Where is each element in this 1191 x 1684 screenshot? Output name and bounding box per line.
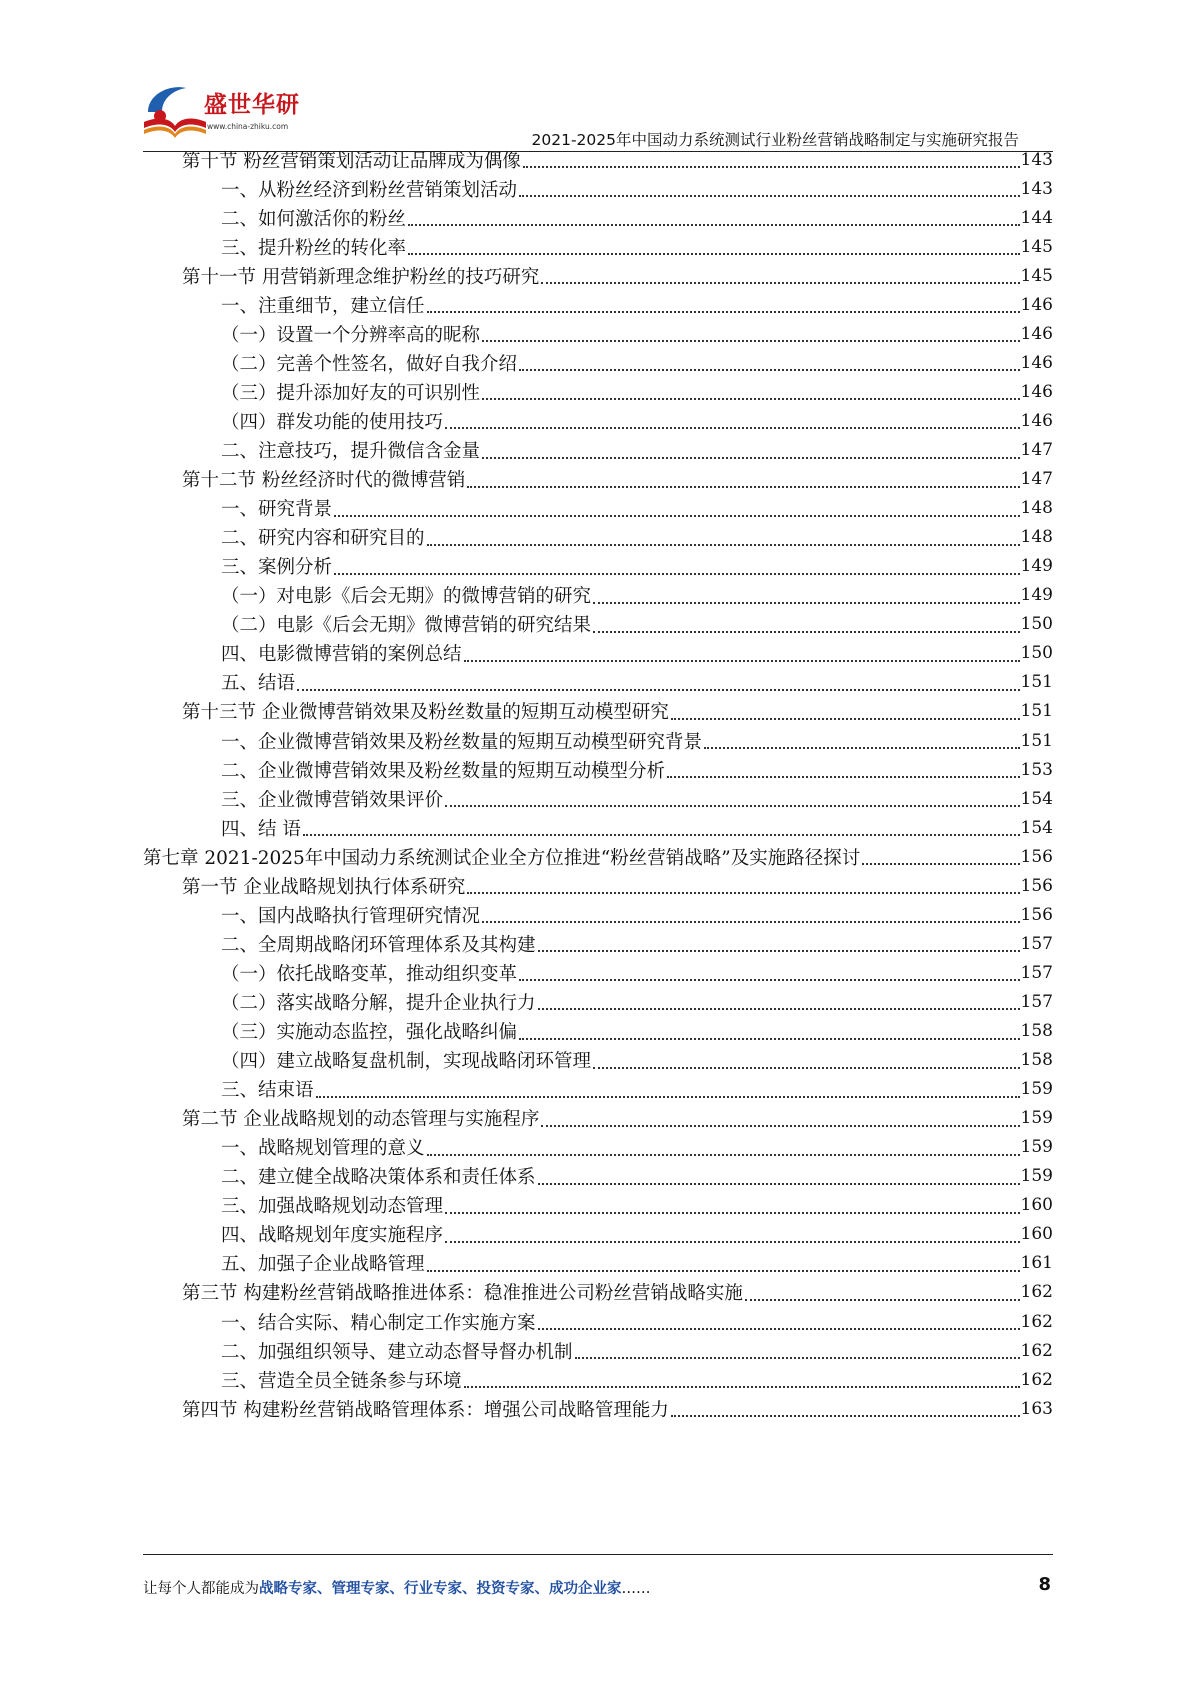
- toc-leader-dots: [862, 862, 1019, 865]
- toc-entry-title: 一、企业微博营销效果及粉丝数量的短期互动模型研究背景: [221, 731, 703, 753]
- toc-entry-page: 159: [1020, 1137, 1053, 1158]
- toc-entry-title: 三、案例分析: [221, 557, 333, 579]
- toc-leader-dots: [303, 833, 1020, 836]
- toc-entry[interactable]: [182, 464, 1053, 495]
- toc-entry-title: 五、加强子企业战略管理: [221, 1254, 425, 1276]
- toc-leader-dots: [427, 1269, 1020, 1272]
- toc-entry-page: 157: [1020, 991, 1053, 1012]
- toc-leader-dots: [671, 717, 1020, 720]
- toc-entry-page: 163: [1020, 1398, 1053, 1419]
- toc-entry-title: 第十节 粉丝营销策划活动让品牌成为偶像: [182, 150, 521, 172]
- toc-leader-dots: [519, 368, 1020, 371]
- toc-entry-title: （一）对电影《后会无期》的微博营销的研究: [221, 586, 592, 608]
- toc-entry-title: 二、研究内容和研究目的: [221, 528, 425, 550]
- toc-entry-title: 第三节 构建粉丝营销战略推进体系：稳准推进公司粉丝营销战略实施: [182, 1283, 743, 1305]
- toc-leader-dots: [334, 572, 1020, 575]
- toc-entry-title: 一、国内战略执行管理研究情况: [221, 905, 481, 927]
- toc-entry-title: 四、战略规划年度实施程序: [221, 1225, 444, 1247]
- toc-entry[interactable]: [221, 1045, 1053, 1076]
- toc-leader-dots: [523, 165, 1020, 168]
- toc-leader-dots: [745, 1298, 1020, 1301]
- toc-entry-title: 四、电影微博营销的案例总结: [221, 644, 462, 666]
- toc-leader-dots: [427, 310, 1020, 313]
- toc-entry-page: 151: [1020, 672, 1053, 693]
- toc-entry-title: 一、结合实际、精心制定工作实施方案: [221, 1312, 536, 1334]
- toc-entry-title: （一）依托战略变革，推动组织变革: [221, 963, 518, 985]
- toc-entry-page: 146: [1020, 410, 1053, 431]
- toc-entry[interactable]: [221, 1219, 1053, 1250]
- toc-leader-dots: [538, 1182, 1020, 1185]
- toc-entry-page: 149: [1020, 556, 1053, 577]
- logo-text: 盛世华研: [204, 92, 300, 118]
- toc-leader-dots: [467, 485, 1019, 488]
- toc-leader-dots: [467, 891, 1019, 894]
- toc-entry[interactable]: [182, 1277, 1053, 1308]
- toc-leader-dots: [519, 1037, 1020, 1040]
- toc-entry-page: 162: [1020, 1311, 1053, 1332]
- toc-entry-title: 三、提升粉丝的转化率: [221, 237, 407, 259]
- toc-entry[interactable]: [221, 202, 1053, 233]
- toc-entry-page: 151: [1020, 701, 1053, 722]
- toc-entry-title: （一）设置一个分辨率高的昵称: [221, 324, 481, 346]
- toc-leader-dots: [408, 252, 1020, 255]
- toc-entry-title: 第四节 构建粉丝营销战略管理体系：增强公司战略管理能力: [182, 1399, 669, 1421]
- toc-entry-page: 149: [1020, 585, 1053, 606]
- toc-leader-dots: [464, 659, 1020, 662]
- toc-entry[interactable]: [182, 1103, 1053, 1134]
- toc-leader-dots: [427, 1153, 1020, 1156]
- toc-entry[interactable]: [221, 899, 1053, 930]
- toc-leader-dots: [519, 194, 1020, 197]
- toc-entry[interactable]: [221, 580, 1053, 611]
- toc-entry-title: （二）完善个性签名，做好自我介绍: [221, 353, 518, 375]
- toc-entry-page: 161: [1020, 1253, 1053, 1274]
- toc-leader-dots: [482, 920, 1020, 923]
- toc-entry-title: 第十一节 用营销新理念维护粉丝的技巧研究: [182, 266, 540, 288]
- toc-leader-dots: [538, 1007, 1020, 1010]
- toc-entry-page: 153: [1020, 759, 1053, 780]
- toc-entry[interactable]: [221, 318, 1053, 349]
- toc-entry[interactable]: [221, 957, 1053, 988]
- toc-entry-page: 156: [1020, 875, 1053, 896]
- page-number: 8: [1038, 1574, 1051, 1595]
- logo-book-icon: [140, 82, 210, 144]
- toc-entry[interactable]: [221, 1248, 1053, 1279]
- toc-leader-dots: [482, 339, 1020, 342]
- toc-entry[interactable]: [221, 435, 1053, 466]
- toc-entry-title: 二、企业微博营销效果及粉丝数量的短期互动模型分析: [221, 760, 666, 782]
- toc-entry-page: 148: [1020, 498, 1053, 519]
- toc-entry-page: 150: [1020, 643, 1053, 664]
- toc-entry-title: 一、从粉丝经济到粉丝营销策划活动: [221, 179, 518, 201]
- toc-entry-page: 154: [1020, 788, 1053, 809]
- toc-entry-page: 145: [1020, 265, 1053, 286]
- toc-entry-page: 150: [1020, 614, 1053, 635]
- toc-entry-title: 一、战略规划管理的意义: [221, 1138, 425, 1160]
- toc-entry-title: 二、建立健全战略决策体系和责任体系: [221, 1167, 536, 1189]
- report-title: 2021-2025年中国动力系统测试行业粉丝营销战略制定与实施研究报告: [531, 131, 1019, 149]
- toc-entry-page: 156: [1020, 846, 1053, 867]
- toc-entry[interactable]: [182, 696, 1053, 727]
- toc-leader-dots: [575, 1356, 1020, 1359]
- toc-entry-title: 二、加强组织领导、建立动态督导督办机制: [221, 1341, 573, 1363]
- toc-leader-dots: [671, 1414, 1020, 1417]
- toc-entry-page: 144: [1020, 207, 1053, 228]
- toc-leader-dots: [593, 630, 1020, 633]
- toc-leader-dots: [482, 456, 1020, 459]
- toc-leader-dots: [519, 978, 1020, 981]
- toc-leader-dots: [593, 1066, 1020, 1069]
- toc-entry-page: 158: [1020, 1021, 1053, 1041]
- toc-entry-page: 159: [1020, 1079, 1053, 1100]
- toc-entry-title: （二）电影《后会无期》微博营销的研究结果: [221, 615, 592, 637]
- toc-entry-title: 第一节 企业战略规划执行体系研究: [182, 876, 466, 898]
- toc-leader-dots: [667, 775, 1020, 778]
- toc-entry[interactable]: [221, 1335, 1053, 1366]
- toc-entry[interactable]: [221, 609, 1053, 640]
- slogan-suffix: ……: [621, 1581, 651, 1597]
- toc-entry[interactable]: [221, 405, 1053, 436]
- toc-entry-page: 162: [1020, 1369, 1053, 1390]
- toc-entry-title: 二、全周期战略闭环管理体系及其构建: [221, 934, 536, 956]
- toc-entry[interactable]: [221, 1074, 1053, 1105]
- toc-entry[interactable]: [221, 522, 1053, 553]
- toc-entry[interactable]: [221, 347, 1053, 378]
- toc-entry-page: 146: [1020, 381, 1053, 402]
- toc-entry-page: 159: [1020, 1108, 1053, 1129]
- toc-entry[interactable]: [221, 725, 1053, 756]
- toc-entry[interactable]: [182, 260, 1053, 291]
- toc-entry-page: 157: [1020, 962, 1053, 983]
- toc-leader-dots: [445, 804, 1020, 807]
- toc-entry-page: 145: [1020, 236, 1053, 257]
- toc-entry[interactable]: [221, 928, 1053, 959]
- toc-entry[interactable]: [221, 754, 1053, 785]
- toc-entry[interactable]: [182, 144, 1053, 175]
- toc-leader-dots: [297, 688, 1020, 691]
- toc-entry[interactable]: [221, 289, 1053, 320]
- toc-entry-title: 三、结束语: [221, 1080, 314, 1102]
- toc-entry-page: 159: [1020, 1166, 1053, 1187]
- toc-entry-title: （三）实施动态监控，强化战略纠偏: [221, 1022, 518, 1043]
- toc-entry-page: 151: [1020, 730, 1053, 751]
- toc-entry[interactable]: [221, 1161, 1053, 1192]
- toc-entry-title: （四）建立战略复盘机制，实现战略闭环管理: [221, 1051, 592, 1073]
- toc-entry-page: 143: [1020, 149, 1053, 170]
- toc-leader-dots: [593, 601, 1020, 604]
- toc-entry[interactable]: [221, 1190, 1053, 1221]
- toc-entry-title: 第十三节 企业微博营销效果及粉丝数量的短期互动模型研究: [182, 702, 669, 724]
- toc-entry[interactable]: [221, 1364, 1053, 1395]
- footer-slogan: [143, 1577, 651, 1598]
- toc-leader-dots: [538, 949, 1020, 952]
- toc-entry-title: 二、如何激活你的粉丝: [221, 208, 407, 230]
- footer-divider: [143, 1554, 1053, 1555]
- toc-entry[interactable]: [221, 812, 1053, 843]
- toc-entry[interactable]: [221, 1016, 1053, 1047]
- toc-entry[interactable]: [221, 173, 1053, 204]
- toc-leader-dots: [445, 1240, 1020, 1243]
- toc-entry[interactable]: [221, 783, 1053, 814]
- toc-leader-dots: [316, 1095, 1020, 1098]
- toc-entry[interactable]: [221, 376, 1053, 407]
- toc-entry-title: （四）群发功能的使用技巧: [221, 411, 444, 433]
- toc-entry[interactable]: [221, 986, 1053, 1017]
- toc-leader-dots: [538, 1327, 1020, 1330]
- toc-leader-dots: [334, 514, 1020, 517]
- toc-leader-dots: [445, 426, 1020, 429]
- toc-entry-title: 第二节 企业战略规划的动态管理与实施程序: [182, 1109, 540, 1131]
- slogan-prefix: 让每个人都能成为: [143, 1581, 259, 1597]
- slogan-highlight: 战略专家、管理专家、行业专家、投资专家、成功企业家: [259, 1580, 622, 1597]
- toc-entry-page: 160: [1020, 1224, 1053, 1245]
- toc-entry-title: 五、结语: [221, 673, 296, 695]
- toc-entry[interactable]: [221, 1132, 1053, 1163]
- toc-leader-dots: [464, 1385, 1020, 1388]
- logo-url: www.china-zhiku.com: [207, 122, 289, 131]
- toc-entry-title: （二）落实战略分解，提升企业执行力: [221, 992, 536, 1014]
- toc-entry[interactable]: [221, 1306, 1053, 1337]
- toc-entry-page: 146: [1020, 294, 1053, 315]
- toc-entry-title: 第七章 2021-2025年中国动力系统测试企业全方位推进“粉丝营销战略”及实施路径探讨: [143, 847, 861, 869]
- toc-entry[interactable]: [221, 638, 1053, 669]
- toc-entry[interactable]: [221, 551, 1053, 582]
- toc-leader-dots: [541, 1124, 1019, 1127]
- toc-leader-dots: [427, 543, 1020, 546]
- toc-entry[interactable]: [221, 231, 1053, 262]
- toc-entry[interactable]: [143, 841, 1053, 872]
- toc-entry-page: 156: [1020, 904, 1053, 925]
- toc-entry-page: 162: [1020, 1340, 1053, 1361]
- company-logo: [140, 82, 300, 144]
- toc-entry-title: 四、结 语: [221, 818, 301, 840]
- toc-entry[interactable]: [221, 667, 1053, 698]
- toc-entry-page: 146: [1020, 352, 1053, 373]
- toc-leader-dots: [541, 281, 1019, 284]
- toc-entry-page: 160: [1020, 1195, 1053, 1216]
- toc-entry-title: 一、注重细节，建立信任: [221, 295, 425, 317]
- toc-entry-page: 147: [1020, 440, 1053, 460]
- toc-leader-dots: [704, 746, 1020, 749]
- toc-entry-page: 158: [1020, 1050, 1053, 1071]
- toc-entry[interactable]: [182, 870, 1053, 901]
- toc-entry-title: 三、加强战略规划动态管理: [221, 1196, 444, 1218]
- toc-entry-title: 第十二节 粉丝经济时代的微博营销: [182, 470, 466, 492]
- toc-entry-page: 147: [1020, 469, 1053, 490]
- toc-entry[interactable]: [221, 493, 1053, 524]
- toc-entry-page: 154: [1020, 817, 1053, 838]
- toc-entry[interactable]: [182, 1393, 1053, 1424]
- toc-entry-title: 一、研究背景: [221, 499, 333, 521]
- toc-entry-page: 157: [1020, 933, 1053, 954]
- toc-entry-page: 146: [1020, 323, 1053, 344]
- toc-entry-title: 三、营造全员全链条参与环境: [221, 1370, 462, 1392]
- toc-entry-title: （三）提升添加好友的可识别性: [221, 382, 481, 404]
- toc-entry-page: 162: [1020, 1282, 1053, 1303]
- toc-leader-dots: [445, 1211, 1020, 1214]
- toc-entry-title: 二、注意技巧，提升微信含金量: [221, 441, 481, 462]
- toc-entry-title: 三、企业微博营销效果评价: [221, 789, 444, 811]
- toc-entry-page: 143: [1020, 178, 1053, 199]
- toc-leader-dots: [482, 397, 1020, 400]
- toc-entry-page: 148: [1020, 527, 1053, 548]
- toc-leader-dots: [408, 223, 1020, 226]
